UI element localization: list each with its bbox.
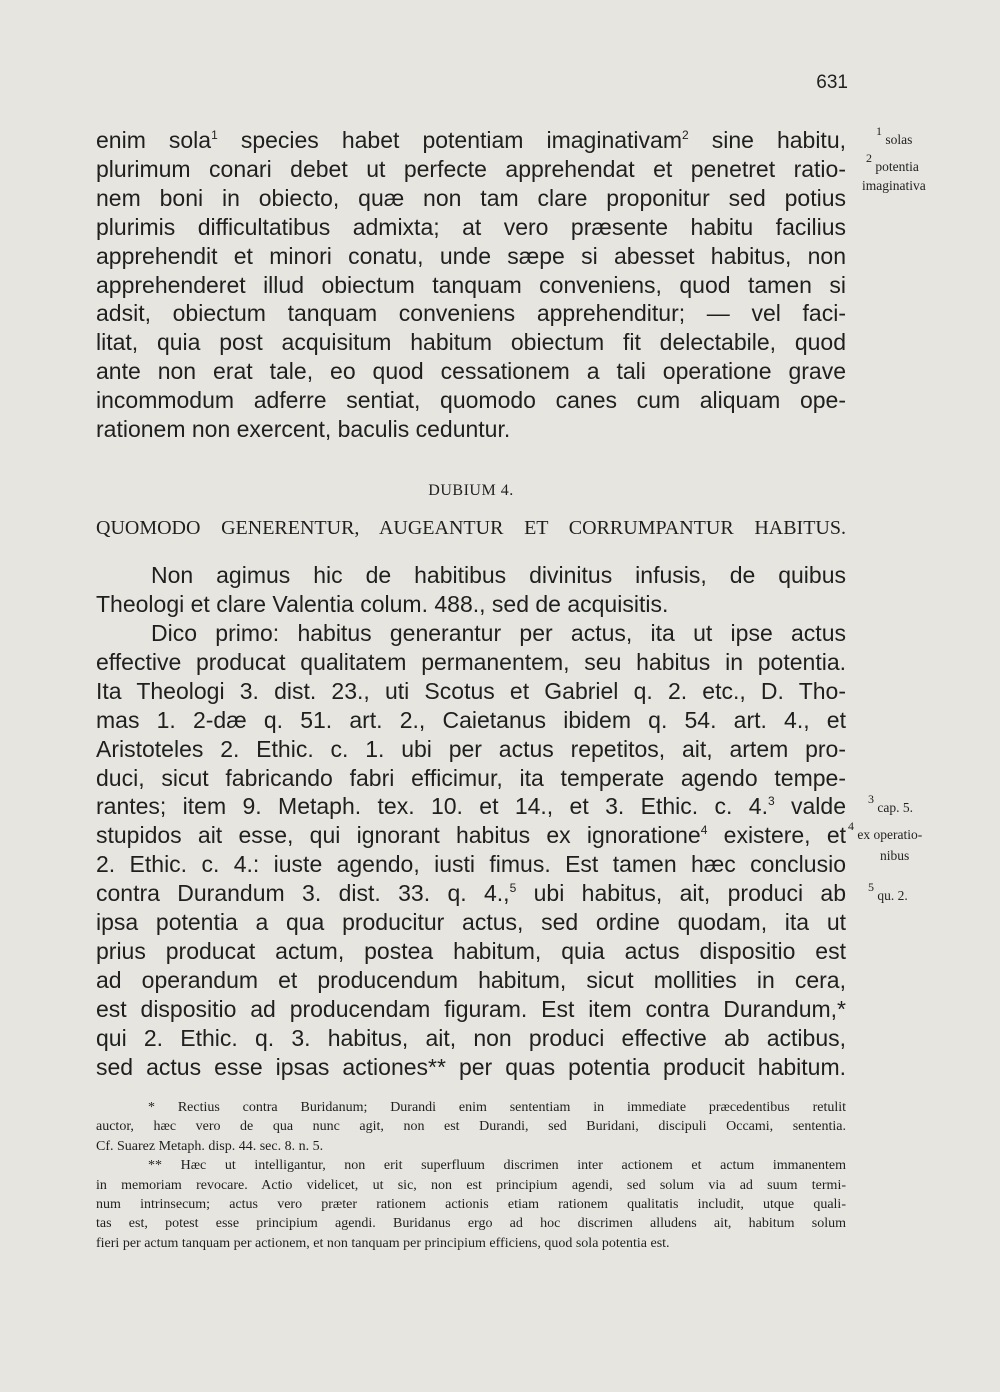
text-line: 2. Ethic. c. 4.: iuste agendo, iusti fimus. Est tamen hæc conclusio <box>96 851 846 878</box>
text-line: duci, sicut fabricando fabri efficimur, ita temperate agendo tempe- <box>96 764 846 791</box>
text-line: enim sola$^1$ species habet potentiam imaginativam$^2$ sine habitu, <box>96 127 847 153</box>
margin-note-4-cont: nibus <box>880 848 910 863</box>
footnote-line: auctor, hæc vero de qua nunc agit, non est Durandi, sed Buridani, discipuli Occami, sententia. <box>96 1119 846 1135</box>
text-line: adsit, obiectum tanquam conveniens apprehenditur; — vel faci- <box>96 300 846 327</box>
text-line: qui 2. Ethic. q. 3. habitus, ait, non produci effective ab actibus, <box>96 1024 846 1051</box>
margin-note-4: $^4$ ex operatio- <box>848 819 923 842</box>
footnote-line: tas est, potest esse principium agendi. Buridanus ergo ad hoc discrimen alludens ait, habitum solum <box>96 1216 846 1232</box>
text-line: ante non erat tale, eo quod cessationem a tali operatione grave <box>96 358 846 385</box>
footnote-marker: 4 <box>700 823 708 838</box>
paragraph-3 <box>96 619 846 1082</box>
text-line: incommodum adferre sentiat, quomodo canes cum aliquam ope- <box>96 387 846 414</box>
text-line: effective producat qualitatem permanentem, seu habitus in potentia. <box>96 648 846 675</box>
text-line: rantes; item 9. Metaph. tex. 10. et 14., et 3. Ethic. c. 4.$^3$ valde <box>96 793 847 820</box>
margin-note-2: $^2$ potentia <box>866 151 919 174</box>
text-line: Non agimus hic de habitibus divinitus infusis, de quibus <box>151 562 846 588</box>
paragraph-1 <box>96 126 846 444</box>
footnote-marker: 5 <box>509 881 517 896</box>
text-line: nem boni in obiecto, quæ non tam clare proponitur sed potius <box>96 184 846 211</box>
section-heading: QUOMODO GENERENTUR, AUGEANTUR ET CORRUMPANTUR HABITUS. <box>96 517 846 539</box>
text-line: contra Durandum 3. dist. 33. q. 4.,$^5$ ubi habitus, ait, produci ab <box>96 880 846 907</box>
text-line: plurimis difficultatibus admixta; at vero præsente habitu facilius <box>96 213 846 240</box>
text-line: litat, quia post acquisitum habitum obiectum fit delectabile, quod <box>96 329 846 356</box>
footnotes <box>96 1098 846 1253</box>
text-line: Theologi et clare Valentia colum. 488., sed de acquisitis. <box>96 590 669 617</box>
text-line: mas 1. 2-dæ q. 51. art. 2., Caietanus ibidem q. 54. art. 4., et <box>96 706 846 733</box>
page-number: 631 <box>816 72 848 93</box>
footnote-line: in memoriam revocare. Actio videlicet, ut sic, non est principium agendi, sed solum via ad suum termi- <box>96 1177 846 1193</box>
margin-note-1: $^1$ solas <box>876 124 913 147</box>
text-line: Dico primo: habitus generantur per actus, ita ut ipse actus <box>151 620 846 646</box>
paragraph-2 <box>96 561 846 619</box>
text-line: apprehendit et minori conatu, unde sæpe si abesset habitus, non <box>96 242 846 269</box>
text-line: stupidos ait esse, qui ignorant habitus ex ignoratione$^4$ existere, et <box>96 822 846 849</box>
margin-note-5: $^5$ qu. 2. <box>868 880 908 903</box>
dubium-label: DUBIUM 4. <box>428 482 514 499</box>
text-line: ad operandum et producendum habitum, sicut mollities in cera, <box>96 966 846 993</box>
footnote-marker: 3 <box>767 794 775 809</box>
text-line: Ita Theologi 3. dist. 23., uti Scotus et Gabriel q. 2. etc., D. Tho- <box>96 677 846 704</box>
text-line: ipsa potentia a qua producitur actus, sed ordine quodam, ita ut <box>96 909 846 936</box>
footnote-line: fieri per actum tanquam per actionem, et non tanquam per principium efficiens, quod sola potentia est. <box>96 1235 670 1251</box>
footnote-line: ** Hæc ut intelligantur, non erit superfluum discrimen inter actionem et actum immanentem <box>148 1158 846 1174</box>
text-line: est dispositio ad producendam figuram. Est item contra Durandum,* <box>96 995 846 1022</box>
footnote-line: Cf. Suarez Metaph. disp. 44. sec. 8. n. 5. <box>96 1138 324 1154</box>
margin-note-2-cont: imaginativa <box>862 178 926 193</box>
text-line: prius producat actum, postea habitum, quia actus dispositio est <box>96 937 846 964</box>
text-line: plurimum conari debet ut perfecte apprehendat et penetret ratio- <box>96 155 846 182</box>
margin-note-3: $^3$ cap. 5. <box>868 792 913 815</box>
text-line: sed actus esse ipsas actiones** per quas potentia producit habitum. <box>96 1053 846 1080</box>
footnote-marker: 1 <box>211 128 218 142</box>
footnote-line: num intrinsecum; actus vero præter rationem actionis etiam rationem qualitatis includit, utque quali- <box>96 1197 846 1213</box>
text-line: apprehenderet illud obiectum tanquam conveniens, quod tamen si <box>96 271 846 298</box>
footnote-line: * Rectius contra Buridanum; Durandi enim sententiam in immediate præcedentibus retulit <box>148 1100 846 1115</box>
text-line: Aristoteles 2. Ethic. c. 1. ubi per actus repetitos, ait, artem pro- <box>96 735 846 762</box>
text-line: rationem non exercent, baculis ceduntur. <box>96 416 511 443</box>
footnote-marker: 2 <box>681 128 689 142</box>
